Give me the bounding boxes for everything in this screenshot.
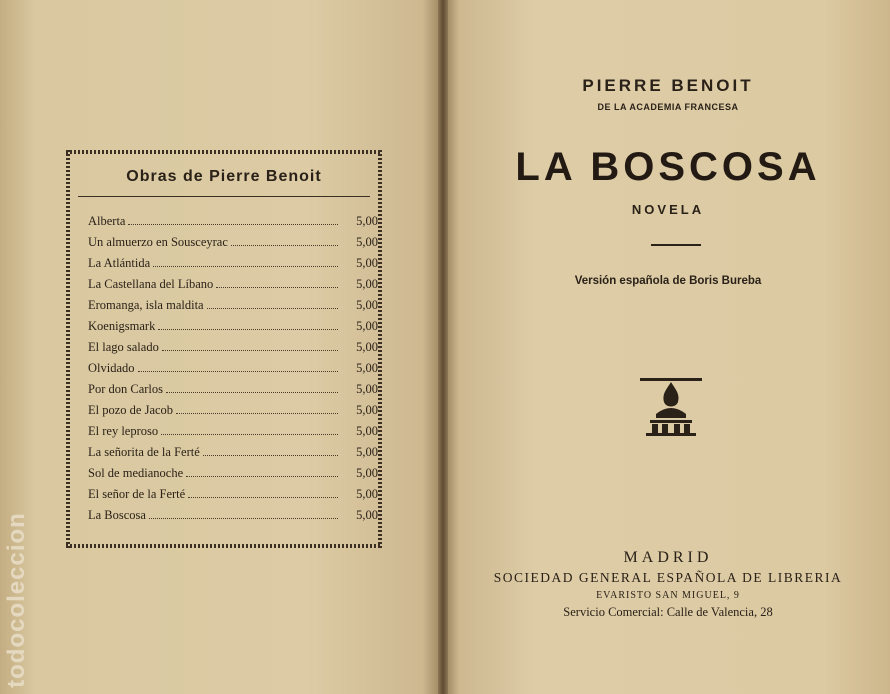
publisher-name: SOCIEDAD GENERAL ESPAÑOLA DE LIBRERIA [493,570,843,585]
works-box [66,150,382,548]
work-price: 5,00 [356,487,378,501]
watermark [3,512,30,688]
work-title: Olvidado [88,361,135,375]
list-item [88,340,378,361]
work-title: La Boscosa [88,508,146,522]
work-title: Por don Carlos [88,382,163,396]
work-price: 5,00 [356,424,378,438]
work-title: La Castellana del Líbano [88,277,214,291]
watermark-text: todocoleccion [3,512,30,688]
list-item [88,214,378,235]
dot-leader [203,455,338,456]
work-price: 5,00 [356,277,378,291]
dot-leader [186,476,338,477]
work-price: 5,00 [356,361,378,375]
work-price: 5,00 [356,382,378,396]
list-item [88,508,378,529]
list-item [88,361,378,382]
list-item [88,466,378,487]
work-title: Eromanga, isla maldita [88,298,204,312]
publisher-emblem-icon [636,374,706,436]
works-list [88,214,378,529]
work-title: Sol de medianoche [88,466,184,480]
dot-leader [216,287,338,288]
dot-leader [207,308,338,309]
dot-leader [158,329,338,330]
work-title: El señor de la Ferté [88,487,186,501]
work-price: 5,00 [356,340,378,354]
work-price: 5,00 [356,319,378,333]
book-title: LA BOSCOSA [515,145,821,189]
dot-leader [128,224,338,225]
frame-top [66,150,382,154]
dot-leader [188,497,338,498]
dot-leader [231,245,338,246]
dot-leader [153,266,338,267]
dot-leader [161,434,338,435]
work-price: 5,00 [356,235,378,249]
list-item [88,298,378,319]
work-title: Un almuerzo en Sousceyrac [88,235,228,249]
work-price: 5,00 [356,298,378,312]
publisher-service: Servicio Comercial: Calle de Valencia, 28 [563,605,773,619]
list-item [88,319,378,340]
work-price: 5,00 [356,403,378,417]
work-price: 5,00 [356,256,378,270]
author-name: PIERRE BENOIT [582,76,754,95]
works-title: Obras de Pierre Benoit [126,168,322,185]
publisher-city: MADRID [623,549,713,566]
translation-credit: Versión española de Boris Bureba [574,275,762,287]
author-affiliation: DE LA ACADEMIA FRANCESA [597,102,739,112]
dot-leader [176,413,338,414]
list-item [88,256,378,277]
frame-right [378,150,382,548]
list-item [88,403,378,424]
title-rule [651,244,701,246]
work-title: El lago salado [88,340,159,354]
work-title: Alberta [88,214,126,228]
dot-leader [138,371,338,372]
list-item [88,235,378,256]
list-item [88,424,378,445]
list-item [88,487,378,508]
work-title: El pozo de Jacob [88,403,174,417]
work-title: Koenigsmark [88,319,156,333]
work-title: El rey leproso [88,424,159,438]
work-price: 5,00 [356,508,378,522]
work-price: 5,00 [356,466,378,480]
dot-leader [166,392,338,393]
list-item [88,277,378,298]
list-item [88,382,378,403]
dot-leader [149,518,338,519]
frame-left [66,150,70,548]
works-rule [78,196,370,197]
work-title: La señorita de la Ferté [88,445,200,459]
work-price: 5,00 [356,214,378,228]
publisher-address: EVARISTO SAN MIGUEL, 9 [596,590,740,601]
work-title: La Atlántida [88,256,151,270]
frame-bottom [66,544,382,548]
book-genre: NOVELA [631,202,705,217]
work-price: 5,00 [356,445,378,459]
dot-leader [162,350,338,351]
list-item [88,445,378,466]
